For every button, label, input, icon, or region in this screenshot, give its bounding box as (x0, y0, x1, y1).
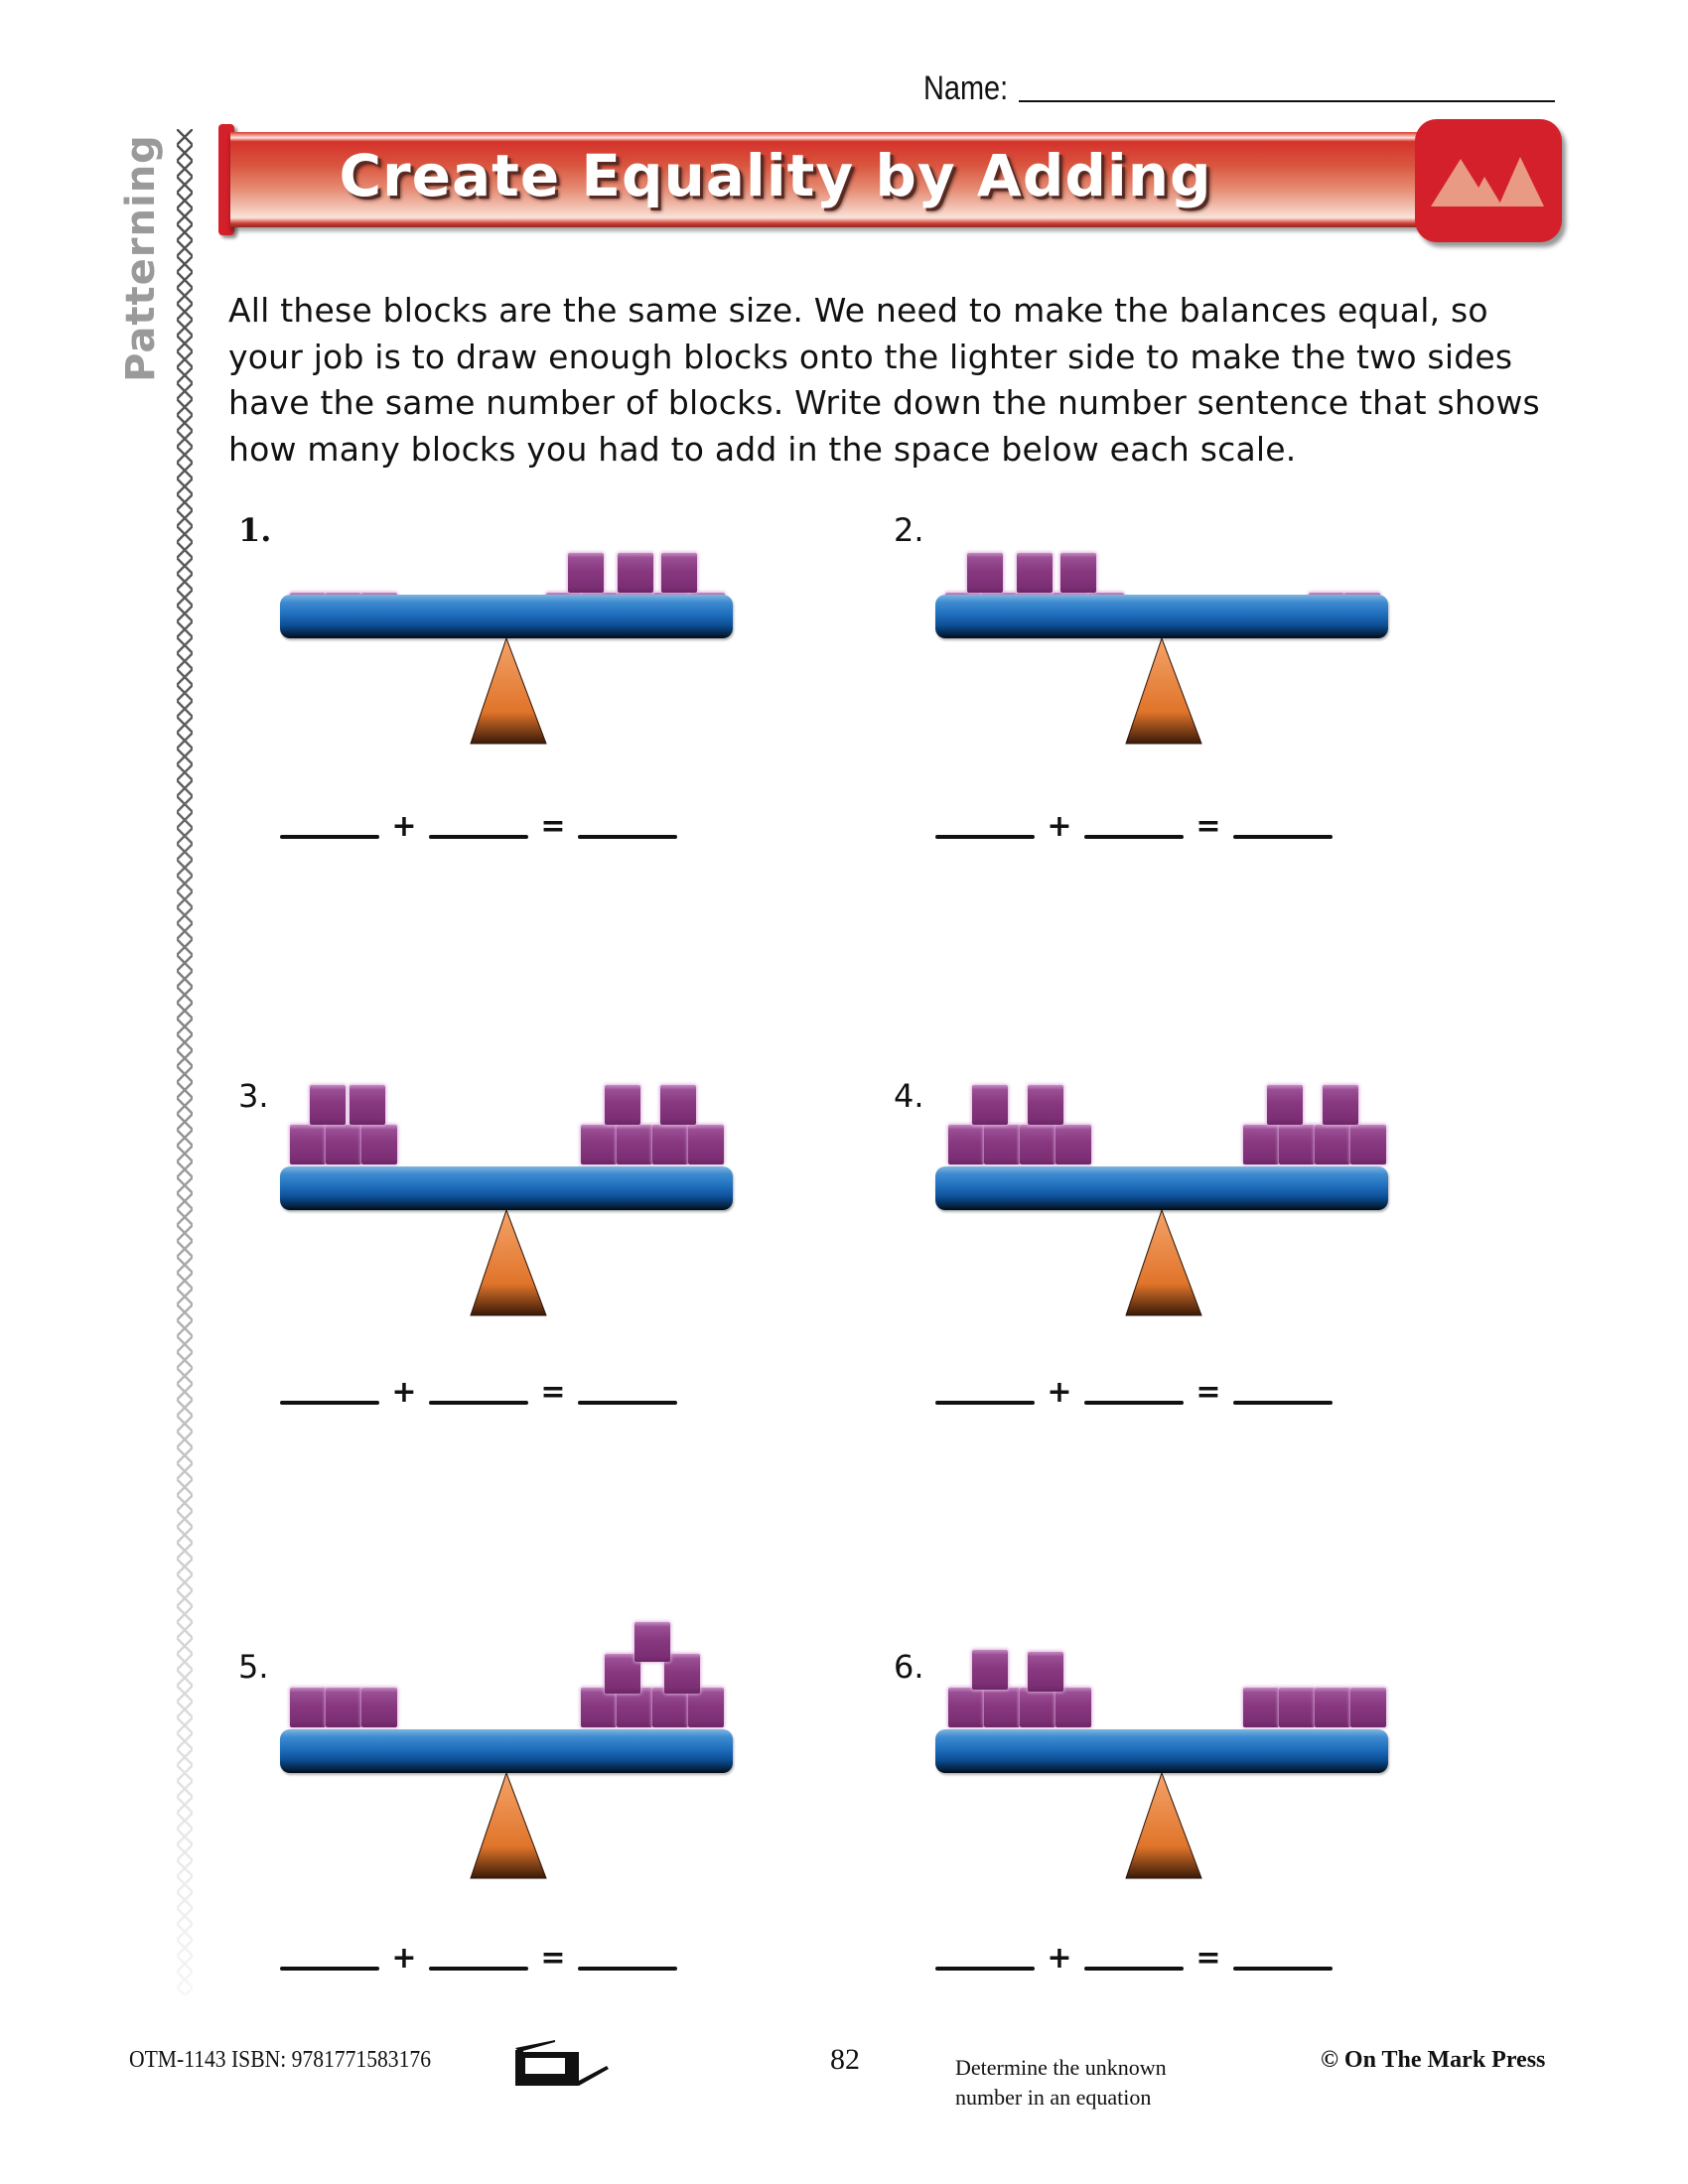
fulcrum-triangle (1124, 1773, 1203, 1882)
plus-sign: + (1047, 1941, 1072, 1976)
balance-problem-5 (238, 1648, 794, 2005)
problem-number: 5. (238, 1648, 269, 1686)
number-sentence (935, 1375, 1333, 1410)
block (688, 1125, 724, 1164)
block (652, 1688, 688, 1727)
curriculum-expectation (955, 2053, 1167, 2113)
block (1267, 1085, 1303, 1125)
block (350, 1085, 385, 1125)
block (1028, 1652, 1063, 1692)
balance-beam (935, 1166, 1388, 1210)
plus-sign: + (391, 1941, 417, 1976)
number-sentence (935, 809, 1333, 844)
banner-bar (230, 132, 1440, 227)
block (568, 553, 604, 593)
description-line-2: number in an equation (955, 2085, 1152, 2110)
block (605, 1085, 640, 1125)
balance-beam (280, 1166, 733, 1210)
addend-blank-1[interactable] (935, 1401, 1035, 1405)
page-title: Create Equality by Adding (339, 142, 1212, 209)
fulcrum-triangle (1124, 1210, 1203, 1319)
block (361, 1125, 397, 1164)
block (1243, 1125, 1279, 1164)
block (1060, 553, 1096, 593)
block (1243, 1688, 1279, 1727)
addend-blank-2[interactable] (1084, 1967, 1184, 1971)
block (310, 1085, 346, 1125)
addend-blank-2[interactable] (1084, 1401, 1184, 1405)
block (581, 1688, 617, 1727)
balance-problem-4 (894, 1077, 1450, 1434)
block (1055, 1688, 1091, 1727)
addend-blank-2[interactable] (429, 1967, 528, 1971)
equals-sign: = (540, 1375, 566, 1410)
copyright-notice: © On The Mark Press (1321, 2047, 1546, 2073)
block (1017, 553, 1053, 593)
block (618, 553, 653, 593)
three-triangles-icon (1415, 119, 1562, 242)
block (1279, 1125, 1315, 1164)
problem-number: 2. (894, 511, 924, 549)
block (1020, 1125, 1055, 1164)
problem-number: 4. (894, 1077, 924, 1115)
addend-blank-1[interactable] (280, 1401, 379, 1405)
equals-sign: = (1196, 1375, 1221, 1410)
block (326, 1125, 361, 1164)
block (1350, 1125, 1386, 1164)
balance-problem-2 (894, 511, 1450, 869)
problem-number: 1. (238, 511, 272, 549)
fulcrum-triangle (469, 1773, 548, 1882)
balance-beam (280, 595, 733, 638)
block (1279, 1688, 1315, 1727)
balance-problem-1 (238, 511, 794, 869)
balance-beam (935, 1729, 1388, 1773)
addend-blank-1[interactable] (935, 1967, 1035, 1971)
sum-blank[interactable] (578, 1967, 677, 1971)
block (972, 1085, 1008, 1125)
equals-sign: = (1196, 1941, 1221, 1976)
subject-side-label (118, 134, 164, 382)
block (617, 1125, 652, 1164)
sum-blank[interactable] (1233, 835, 1333, 839)
photocopier-icon (511, 2038, 611, 2088)
fulcrum-triangle (1124, 638, 1203, 748)
addend-blank-2[interactable] (429, 835, 528, 839)
block (948, 1688, 984, 1727)
plus-sign: + (1047, 809, 1072, 844)
balance-problem-6 (894, 1648, 1450, 2005)
addend-blank-1[interactable] (280, 835, 379, 839)
block (967, 553, 1003, 593)
block (290, 1688, 326, 1727)
block (1028, 1085, 1063, 1125)
block (1315, 1125, 1350, 1164)
title-banner (218, 124, 1440, 235)
block (1350, 1688, 1386, 1727)
fulcrum-triangle (469, 638, 548, 748)
number-sentence (280, 1941, 677, 1976)
balance-beam (935, 595, 1388, 638)
instructions-paragraph: All these blocks are the same size. We need to make the balances equal, so your job is to draw enough blocks onto the lighter side to make the two sides have the same number of blocks. Write down the number sentence that shows how many blocks you had to add in the space below each scale. (228, 291, 1540, 469)
block (1020, 1688, 1055, 1727)
product-code-isbn: OTM-1143 ISBN: 9781771583176 (129, 2047, 432, 2073)
name-field (923, 69, 1555, 108)
equals-sign: = (540, 1941, 566, 1976)
equals-sign: = (1196, 809, 1221, 844)
block (1315, 1688, 1350, 1727)
fulcrum-triangle (469, 1210, 548, 1319)
subject-label-text: Patterning (118, 134, 164, 382)
addend-blank-1[interactable] (935, 835, 1035, 839)
number-sentence (280, 1375, 677, 1410)
problem-number: 3. (238, 1077, 269, 1115)
block (361, 1688, 397, 1727)
block (688, 1688, 724, 1727)
block (1055, 1125, 1091, 1164)
sum-blank[interactable] (578, 1401, 677, 1405)
problem-number: 6. (894, 1648, 924, 1686)
description-line-1: Determine the unknown (955, 2055, 1167, 2080)
number-sentence (935, 1941, 1333, 1976)
addend-blank-2[interactable] (1084, 835, 1184, 839)
addend-blank-1[interactable] (280, 1967, 379, 1971)
addend-blank-2[interactable] (429, 1401, 528, 1405)
block (661, 553, 697, 593)
plus-sign: + (391, 809, 417, 844)
page-number: 82 (830, 2043, 860, 2076)
equals-sign: = (540, 809, 566, 844)
level-badge (1415, 119, 1562, 242)
sum-blank[interactable] (1233, 1401, 1333, 1405)
block (984, 1125, 1020, 1164)
block (984, 1688, 1020, 1727)
block (290, 1125, 326, 1164)
number-sentence (280, 809, 677, 844)
plus-sign: + (391, 1375, 417, 1410)
name-label: Name: (923, 69, 1009, 107)
block (581, 1125, 617, 1164)
block (617, 1688, 652, 1727)
block (972, 1650, 1008, 1690)
block (660, 1085, 696, 1125)
block (634, 1622, 670, 1662)
name-blank-line[interactable] (1019, 100, 1555, 102)
sum-blank[interactable] (578, 835, 677, 839)
balance-beam (280, 1729, 733, 1773)
diamond-chain-border (177, 129, 193, 1995)
block (1323, 1085, 1358, 1125)
block (948, 1125, 984, 1164)
plus-sign: + (1047, 1375, 1072, 1410)
block (652, 1125, 688, 1164)
sum-blank[interactable] (1233, 1967, 1333, 1971)
balance-problem-3 (238, 1077, 794, 1434)
block (326, 1688, 361, 1727)
